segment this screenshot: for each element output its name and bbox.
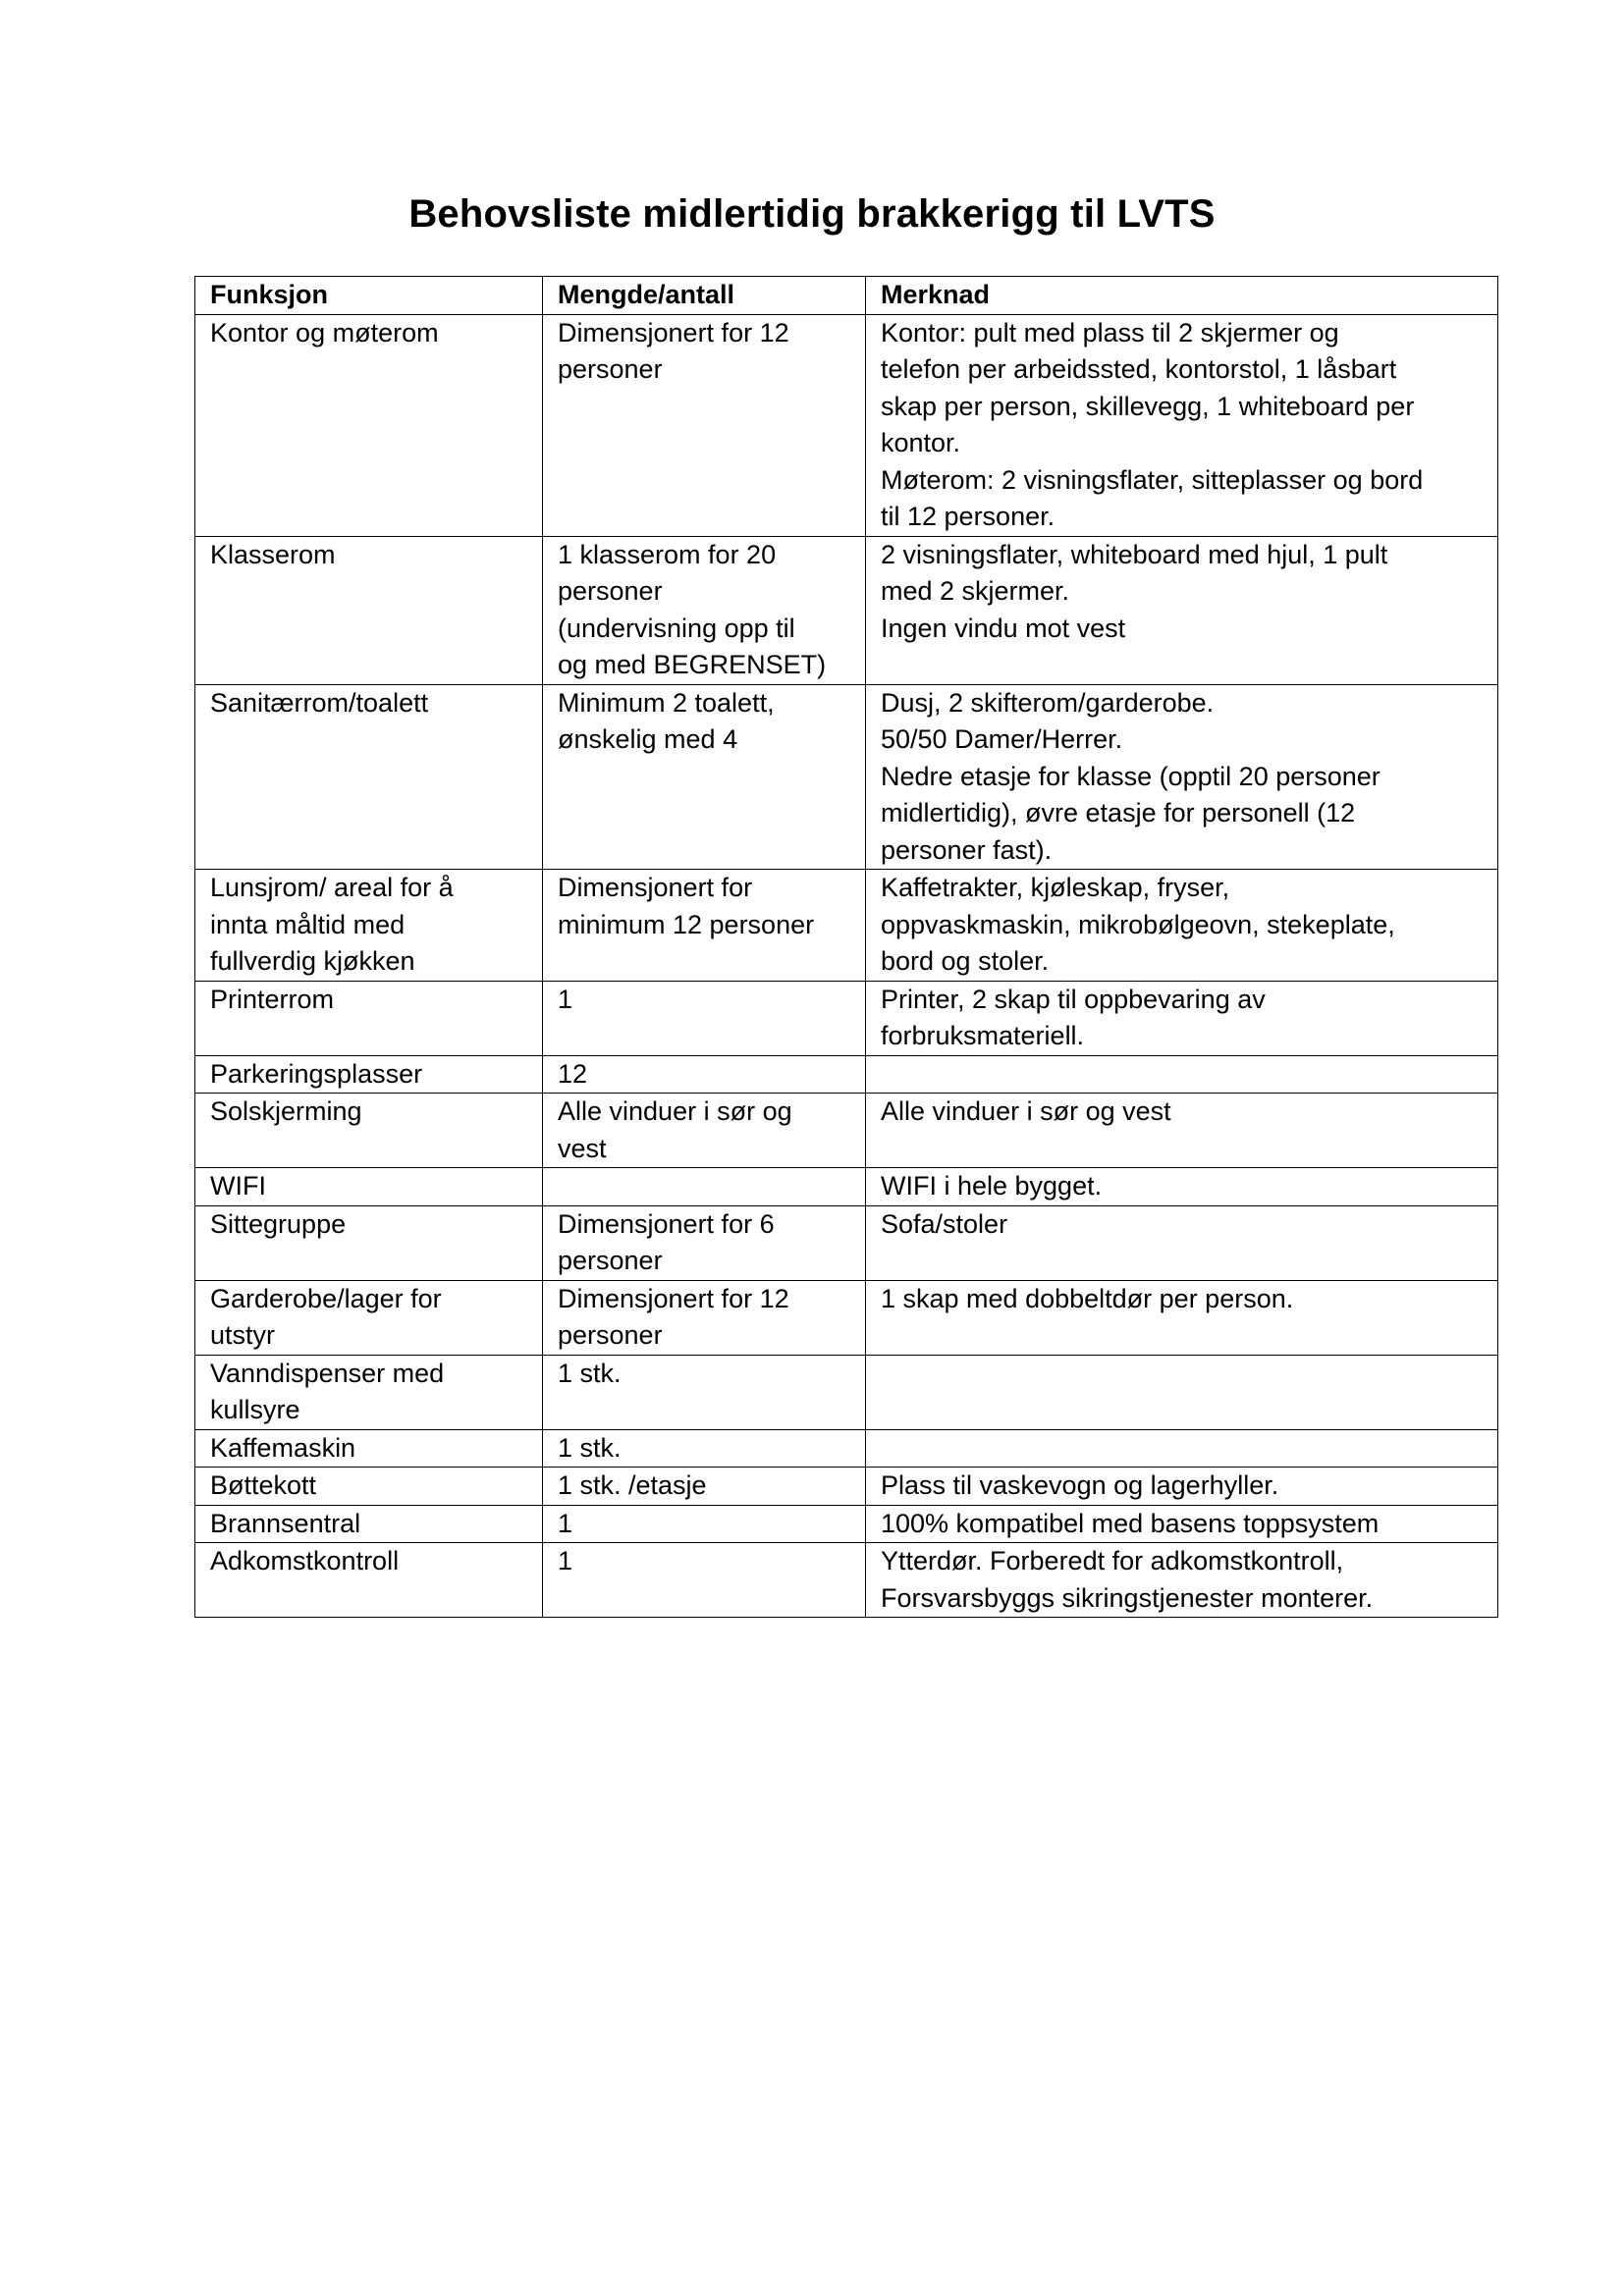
cell-funksjon: Klasserom — [195, 536, 543, 684]
cell-merknad: 100% kompatibel med basens toppsystem — [866, 1505, 1498, 1543]
table-row — [195, 1505, 1498, 1543]
cell-merknad: Plass til vaskevogn og lagerhyller. — [866, 1468, 1498, 1506]
cell-merknad: Sofa/stoler — [866, 1205, 1498, 1280]
cell-mengde: 1 stk. — [543, 1429, 866, 1468]
table-header-row — [195, 277, 1498, 315]
column-header-merknad: Merknad — [866, 277, 1498, 315]
table-row — [195, 1355, 1498, 1429]
cell-mengde: Dimensjonert for 6 personer — [543, 1205, 866, 1280]
cell-funksjon: Adkomstkontroll — [195, 1543, 543, 1618]
table-row — [195, 314, 1498, 536]
cell-merknad: 2 visningsflater, whiteboard med hjul, 1 pult med 2 skjermer. Ingen vindu mot vest — [866, 536, 1498, 684]
cell-mengde: 1 stk. — [543, 1355, 866, 1429]
cell-funksjon: Kaffemaskin — [195, 1429, 543, 1468]
cell-merknad: Alle vinduer i sør og vest — [866, 1094, 1498, 1168]
column-header-mengde: Mengde/antall — [543, 277, 866, 315]
cell-merknad: Kontor: pult med plass til 2 skjermer og telefon per arbeidssted, kontorstol, 1 låsbart skap per person, skillevegg, 1 whiteboard per kontor. Møterom: 2 visningsflater, sitteplasser og bord til 12 personer. — [866, 314, 1498, 536]
table-row — [195, 1205, 1498, 1280]
cell-merknad — [866, 1355, 1498, 1429]
table-row — [195, 536, 1498, 684]
cell-funksjon: Sanitærrom/toalett — [195, 684, 543, 870]
table-row — [195, 1168, 1498, 1206]
cell-merknad: WIFI i hele bygget. — [866, 1168, 1498, 1206]
cell-funksjon: Bøttekott — [195, 1468, 543, 1506]
cell-mengde: Dimensjonert for 12 personer — [543, 314, 866, 536]
cell-mengde: 1 klasserom for 20 personer (undervisning opp til og med BEGRENSET) — [543, 536, 866, 684]
cell-mengde: 1 — [543, 981, 866, 1055]
table-row — [195, 981, 1498, 1055]
column-header-funksjon: Funksjon — [195, 277, 543, 315]
cell-funksjon: Sittegruppe — [195, 1205, 543, 1280]
cell-funksjon: Brannsentral — [195, 1505, 543, 1543]
cell-funksjon: Vanndispenser med kullsyre — [195, 1355, 543, 1429]
table-row — [195, 1055, 1498, 1094]
table-row — [195, 1094, 1498, 1168]
cell-funksjon: WIFI — [195, 1168, 543, 1206]
cell-mengde: 1 stk. /etasje — [543, 1468, 866, 1506]
cell-funksjon: Lunsjrom/ areal for å innta måltid med fullverdig kjøkken — [195, 870, 543, 982]
cell-mengde: Dimensjonert for minimum 12 personer — [543, 870, 866, 982]
cell-merknad: Ytterdør. Forberedt for adkomstkontroll, Forsvarsbyggs sikringstjenester monterer. — [866, 1543, 1498, 1618]
cell-funksjon: Printerrom — [195, 981, 543, 1055]
cell-funksjon: Parkeringsplasser — [195, 1055, 543, 1094]
table-row — [195, 684, 1498, 870]
cell-mengde: 12 — [543, 1055, 866, 1094]
cell-funksjon: Garderobe/lager for utstyr — [195, 1280, 543, 1355]
cell-mengde: Alle vinduer i sør og vest — [543, 1094, 866, 1168]
cell-merknad — [866, 1055, 1498, 1094]
requirements-table — [194, 276, 1498, 1618]
cell-mengde: 1 — [543, 1505, 866, 1543]
cell-merknad: 1 skap med dobbeltdør per person. — [866, 1280, 1498, 1355]
cell-funksjon: Solskjerming — [195, 1094, 543, 1168]
table-row — [195, 1468, 1498, 1506]
page-title: Behovsliste midlertidig brakkerigg til LVTS — [408, 192, 1216, 236]
cell-merknad: Kaffetrakter, kjøleskap, fryser, oppvaskmaskin, mikrobølgeovn, stekeplate, bord og stoler. — [866, 870, 1498, 982]
cell-merknad: Printer, 2 skap til oppbevaring av forbruksmateriell. — [866, 981, 1498, 1055]
cell-mengde: Minimum 2 toalett, ønskelig med 4 — [543, 684, 866, 870]
cell-merknad — [866, 1429, 1498, 1468]
table-row — [195, 1280, 1498, 1355]
table-row — [195, 1543, 1498, 1618]
cell-mengde: Dimensjonert for 12 personer — [543, 1280, 866, 1355]
table-row — [195, 1429, 1498, 1468]
cell-merknad: Dusj, 2 skifterom/garderobe. 50/50 Damer/Herrer. Nedre etasje for klasse (opptil 20 personer midlertidig), øvre etasje for personell (12 personer fast). — [866, 684, 1498, 870]
cell-mengde: 1 — [543, 1543, 866, 1618]
cell-mengde — [543, 1168, 866, 1206]
table-row — [195, 870, 1498, 982]
cell-funksjon: Kontor og møterom — [195, 314, 543, 536]
